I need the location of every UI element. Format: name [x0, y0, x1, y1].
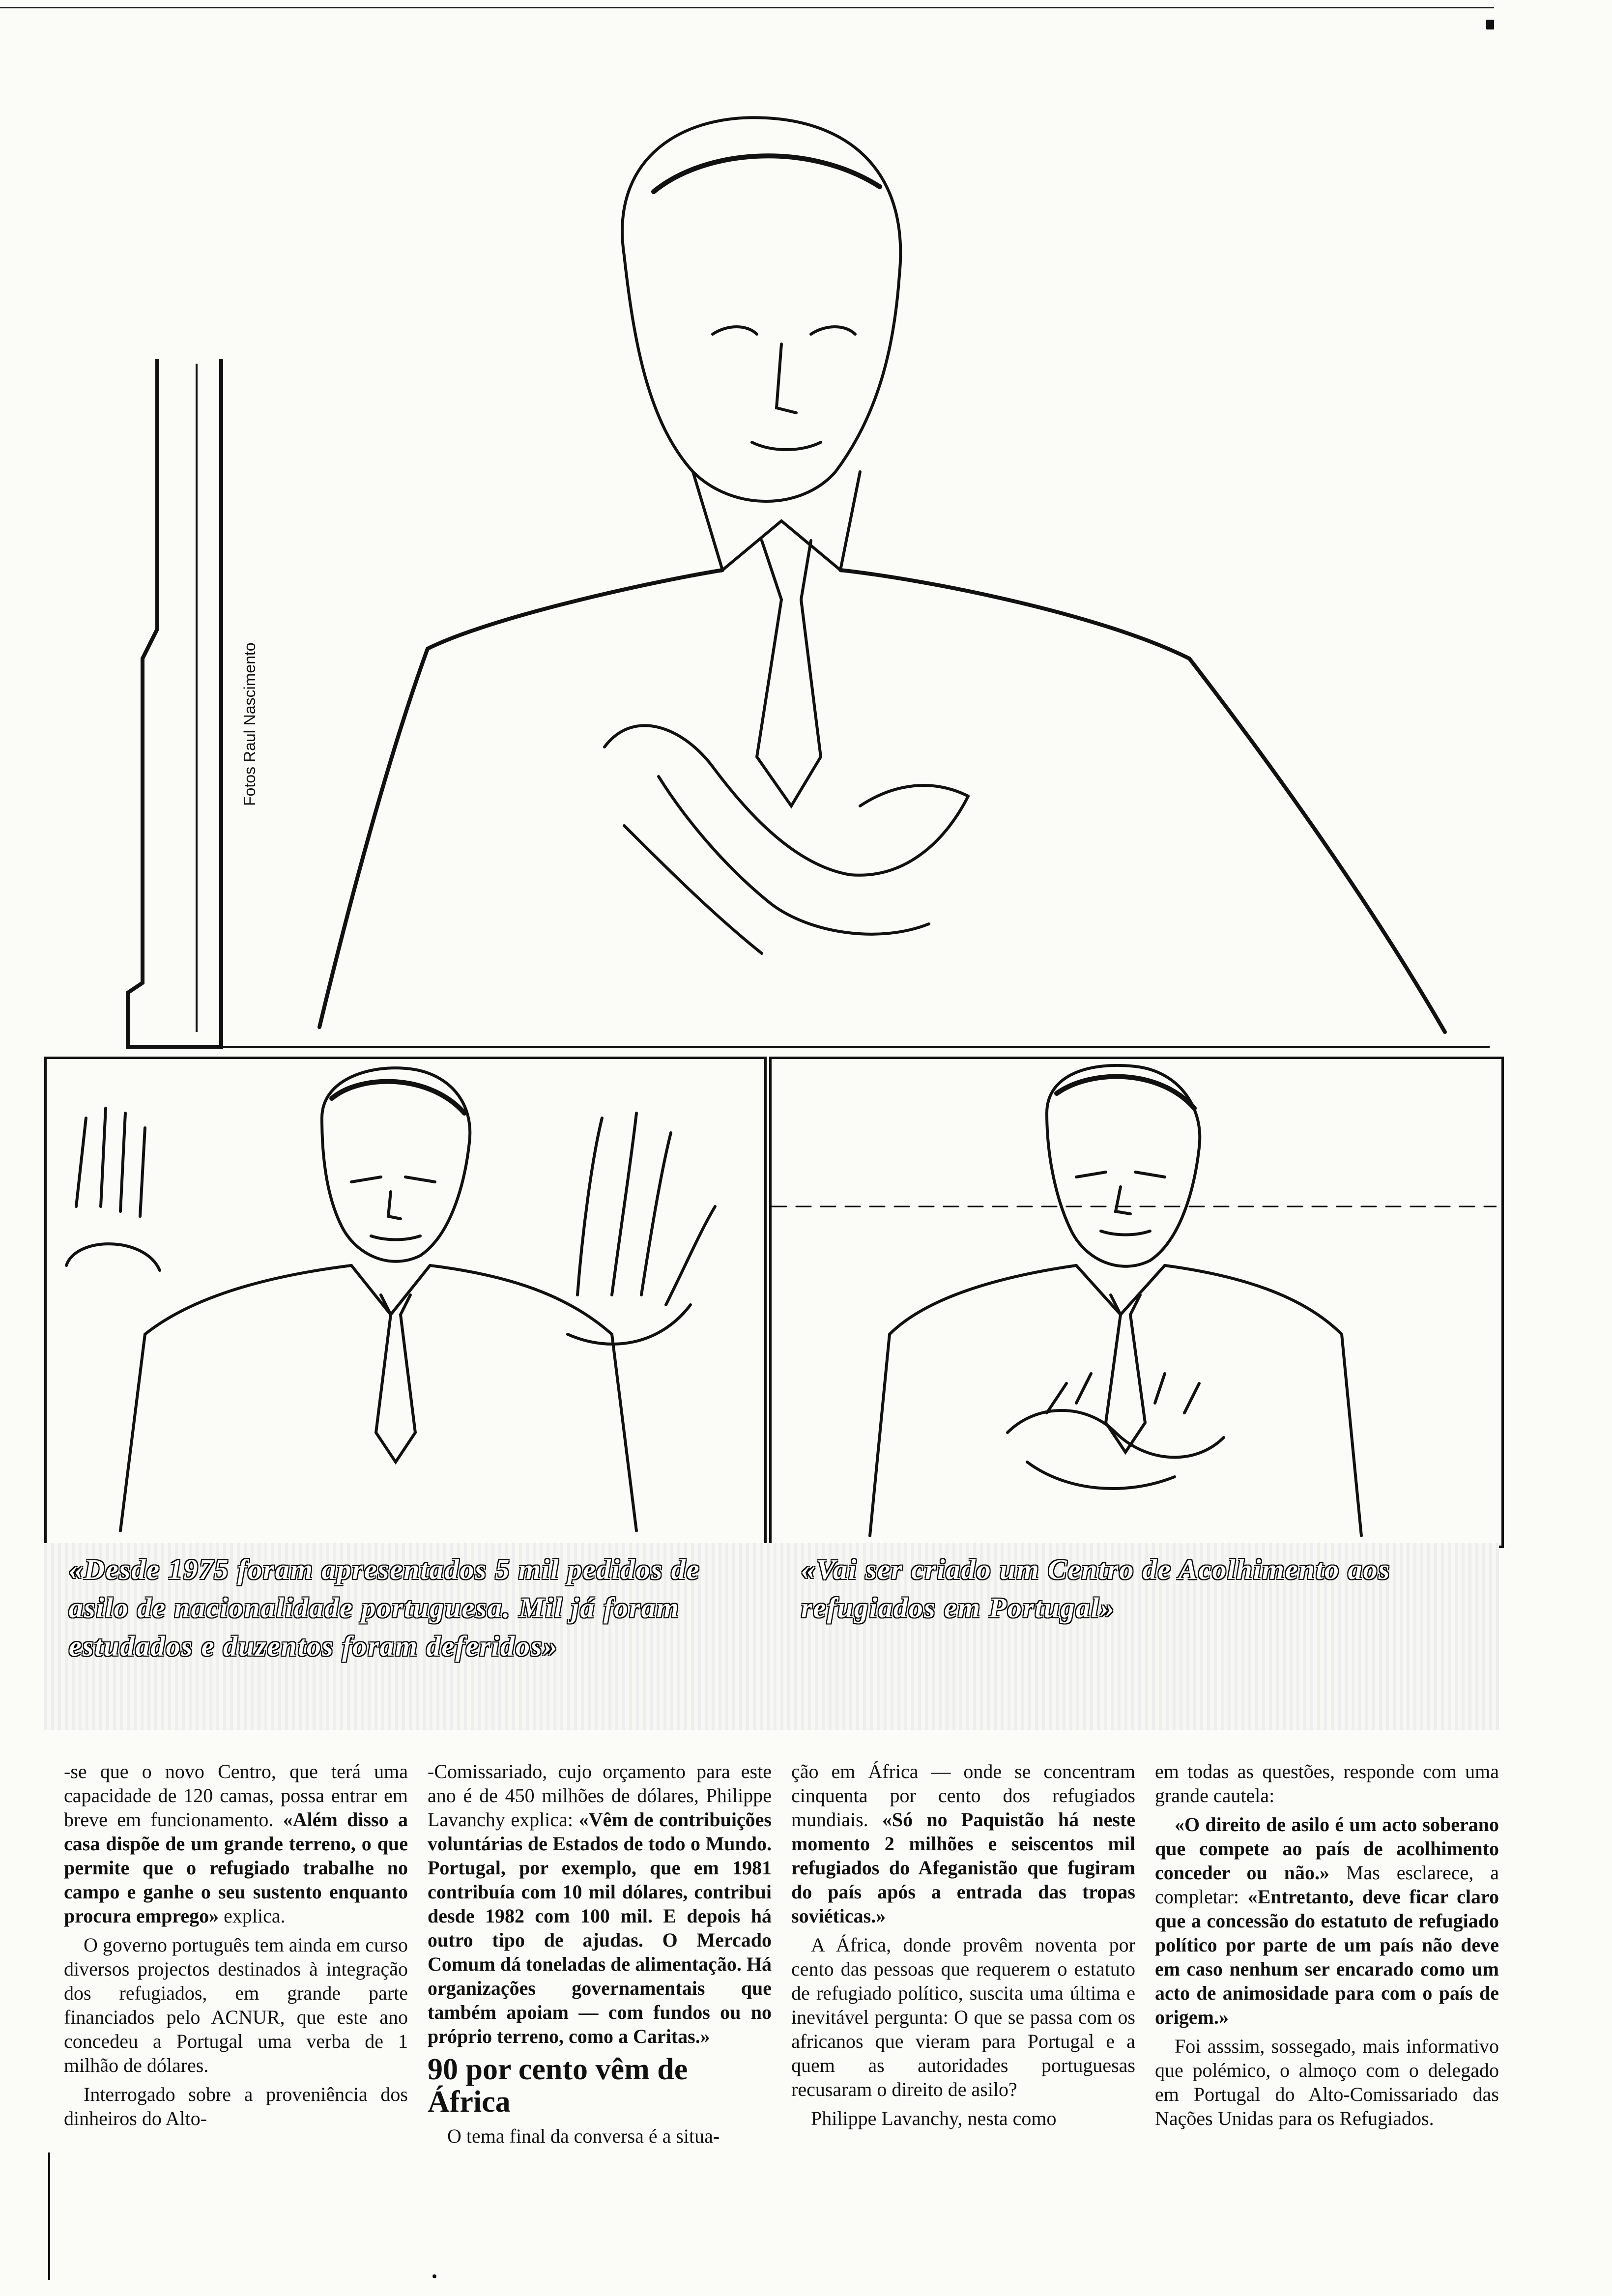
- paragraph: A África, donde provêm noventa por cento das pessoas que requerem o estatuto de refugiado político, suscita uma última e inevitável pergunta: O que se passa com os africanos que vieram para Portugal e a quem as autoridades portuguesas recusaram o direito de asilo?: [791, 1934, 1135, 2100]
- paragraph: O tema final da conversa é a situa-: [447, 2125, 720, 2147]
- print-dot: [432, 2274, 436, 2278]
- margin-rule: [48, 2152, 50, 2280]
- paragraph: em todas as questões, responde com uma grande cautela:: [1155, 1760, 1499, 1807]
- paragraph: [1155, 1812, 1499, 2029]
- quote-text: «Além disso a casa dispõe de um grande terreno, o que permite que o refugiado trabalhe no campo e ganhe o seu sustento enquanto procura emprego»: [64, 1808, 408, 1927]
- paragraph-text: -Comissariado, cujo orçamento para este ano é de 450 milhões de dólares, Philippe Lavanchy explica:: [428, 1760, 772, 1831]
- quote-text: «O direito de asilo é um acto soberano que compete ao país de acolhimento conceder ou não.»: [1155, 1813, 1499, 1884]
- article-column-3: [791, 1759, 1135, 2135]
- lamp-post-silhouette: [123, 354, 226, 1052]
- paragraph: Interrogado sobre a proveniência dos dinheiros do Alto-: [64, 2083, 408, 2129]
- photo-credit: Fotos Raul Nascimento: [241, 642, 259, 806]
- paragraph-text: Mas esclarece, a completar:: [1155, 1862, 1499, 1908]
- paragraph: [64, 1759, 408, 1928]
- portrait-drawing: [44, 69, 1499, 1052]
- top-rule: [0, 7, 1494, 8]
- paragraph-text: explica.: [219, 1905, 286, 1927]
- quote-text: «Vêm de contribuições voluntárias de Estados de todo o Mundo. Portugal, por exemplo, que em 1981 contribuía com 10 mil dólares, contribui desde 1982 com 100 mil. E depois há outro tipo de ajudas. O Mercado Comum dá toneladas de alimentação. Há organizações governamentais que também apoiam — com fundos ou no próprio terreno, como a Caritas.»: [428, 1808, 772, 2047]
- photo-left: [44, 1057, 767, 1548]
- quote-text: «Entretanto, deve ficar claro que a concessão do estatuto de refugiado político por parte de um país não deve em caso nenhum ser encarado como um acto de animosidade para com o país de origem.»: [1155, 1886, 1499, 2028]
- photo-caption-left: «Desde 1975 foram apresentados 5 mil pedidos de asilo de nacionalidade portuguesa. Mil já foram estudados e duzentos foram deferidos»: [69, 1553, 700, 1662]
- paragraph: Philippe Lavanchy, nesta como: [811, 2107, 1057, 2129]
- paragraph-text: -se que o novo Centro, que terá uma capacidade de 120 camas, possa entrar em breve em funcionamento.: [64, 1760, 408, 1831]
- photo-caption-right: «Vai ser criado um Centro de Acolhimento aos refugiados em Portugal»: [801, 1553, 1391, 1624]
- paragraph: [791, 1759, 1135, 1928]
- main-photo: [44, 69, 1499, 1052]
- paragraph: Foi asssim, sossegado, mais informativo que polémico, o almoço com o delegado em Portugal do Alto-Comissariado das Nações Unidas para os Refugiados.: [1155, 2035, 1499, 2129]
- article-column-4: [1155, 1759, 1499, 2135]
- photo-right: [769, 1057, 1504, 1548]
- article-column-2: [428, 1759, 772, 2153]
- print-mark: [1486, 20, 1494, 29]
- paragraph: [428, 1759, 772, 2048]
- paragraph: O governo português tem ainda em curso diversos projectos destinados à integração dos refugiados, em grande parte financiados pelo ACNUR, que este ano concedeu a Portugal uma verba de 1 milhão de dólares.: [64, 1934, 408, 2076]
- article-column-1: [64, 1759, 408, 2135]
- quote-text: «Só no Paquistão há neste momento 2 milhões e seiscentos mil refugiados do Afeganistão que fugiram do país após a entrada das tropas soviéticas.»: [791, 1808, 1135, 1927]
- section-subheading: 90 por cento vêm de África: [428, 2053, 688, 2119]
- paragraph-text: ção em África — onde se concentram cinquenta por cento dos refugiados mundiais.: [791, 1760, 1135, 1831]
